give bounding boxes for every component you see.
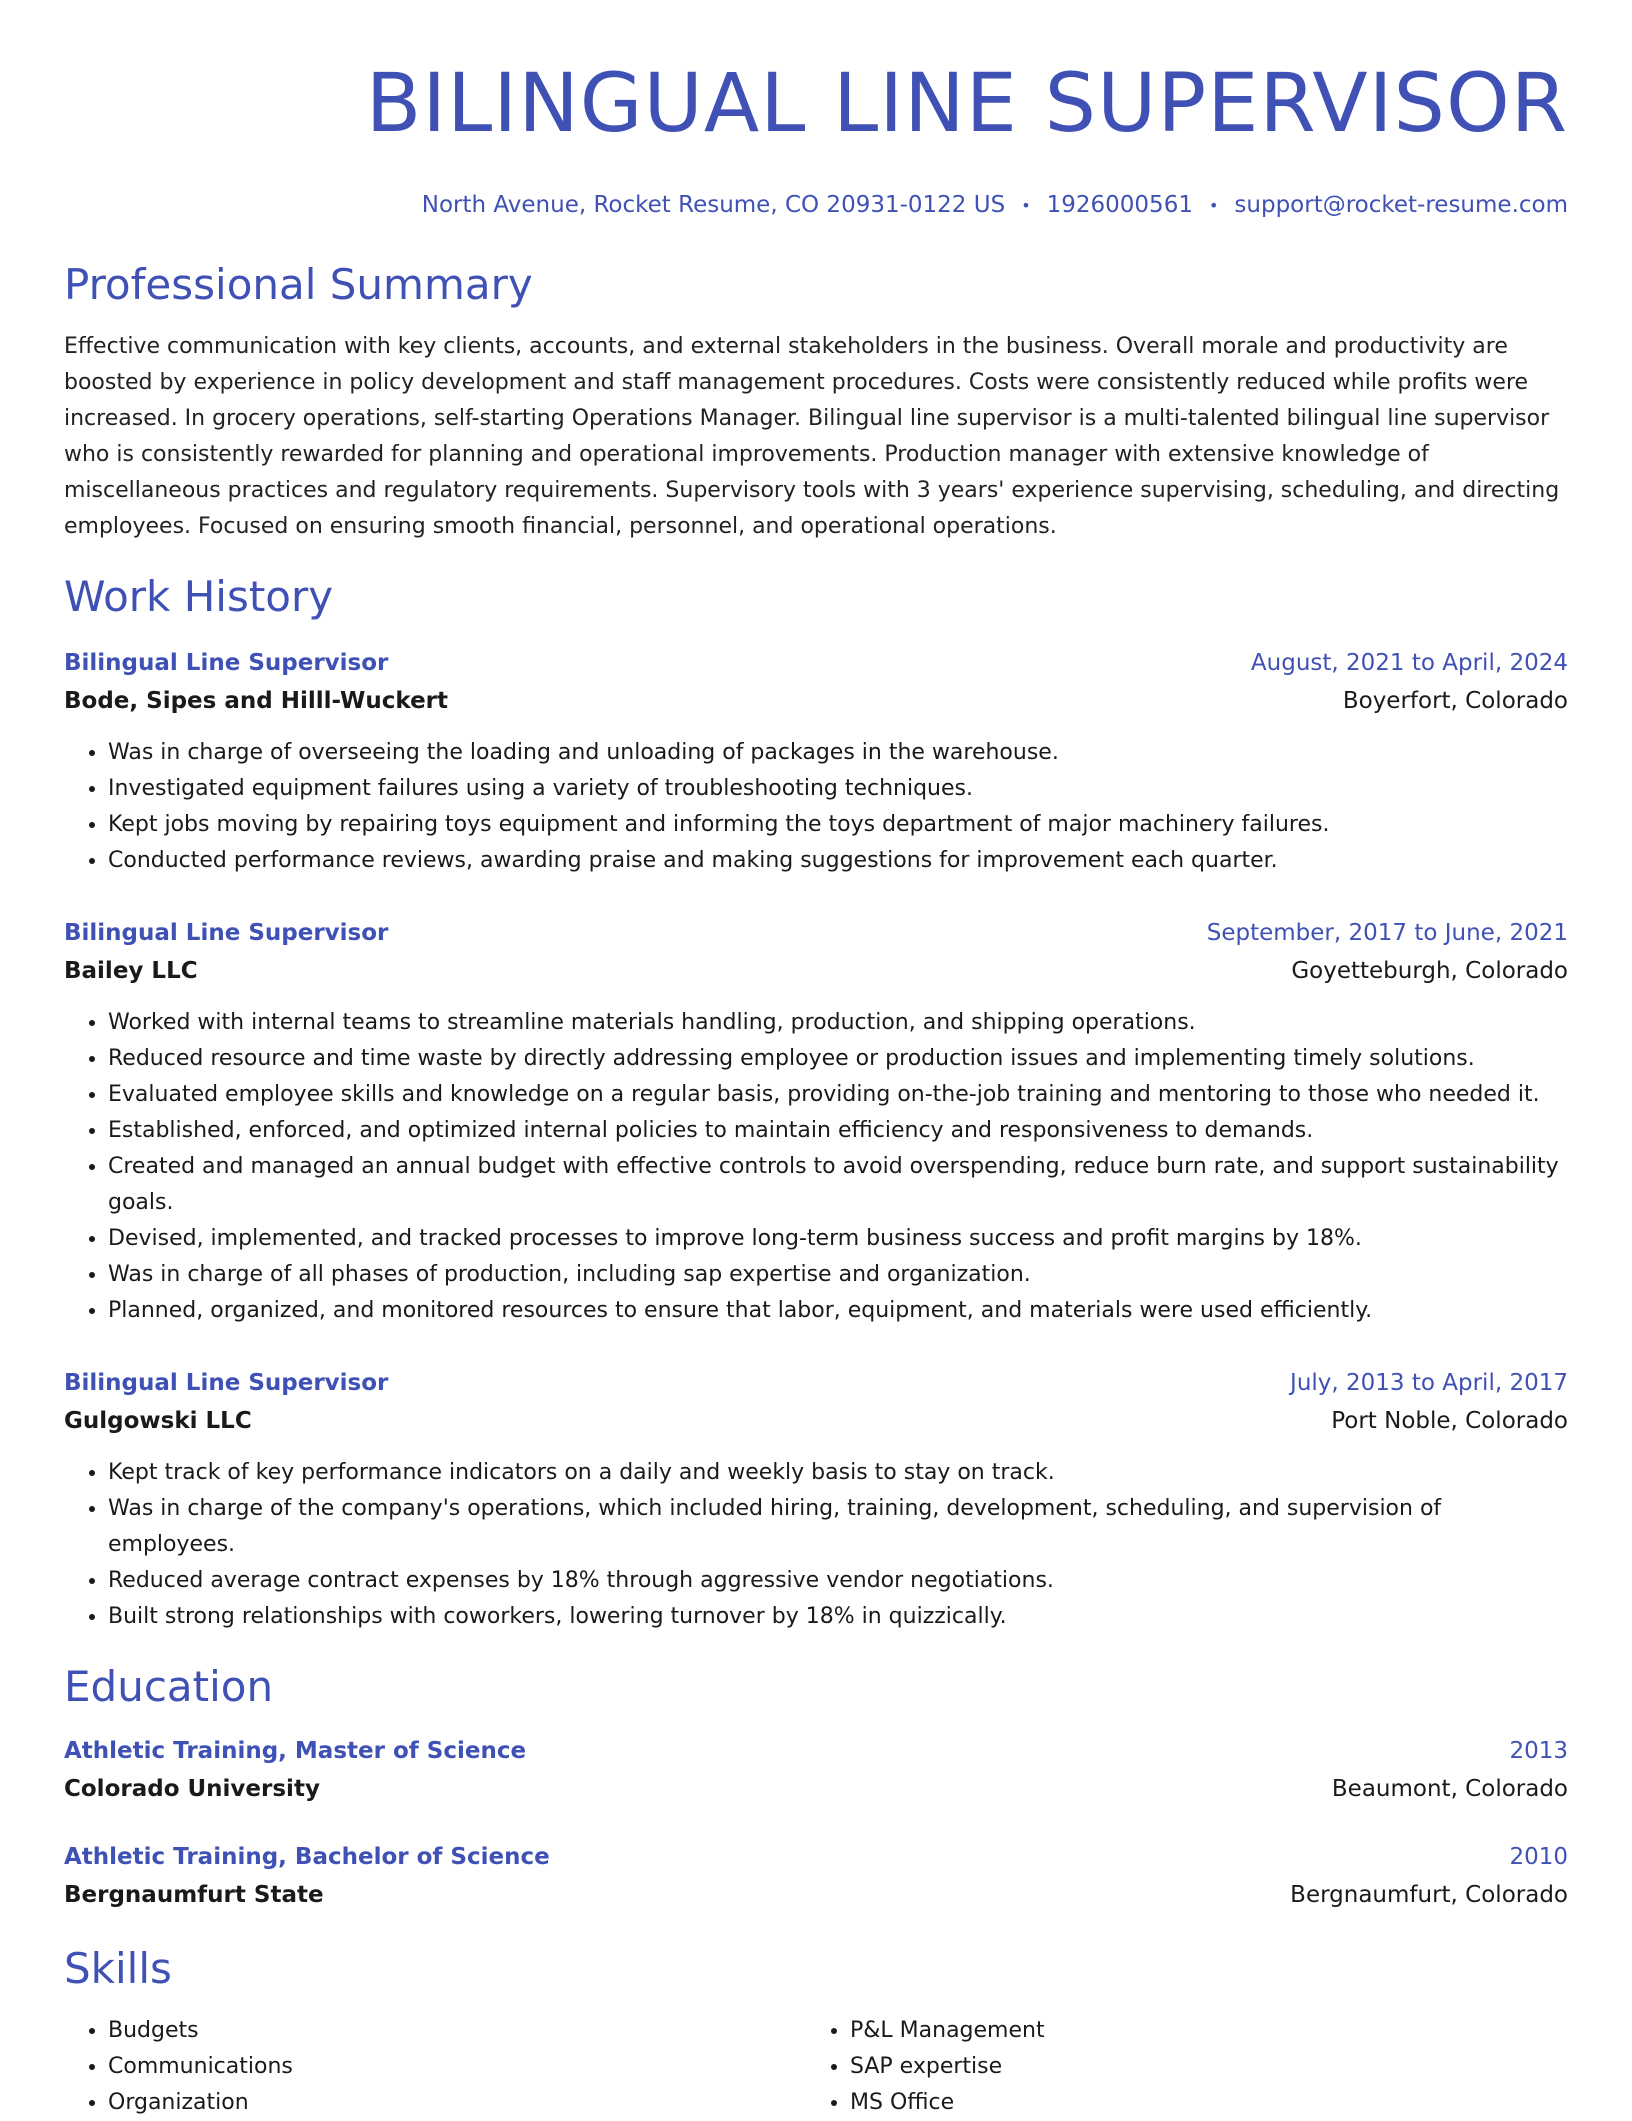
job-bullet: • Kept track of key performance indicators on a daily and weekly basis to stay on track. [108,1455,1568,1491]
contact-address: North Avenue, Rocket Resume, CO 20931-0122 US [421,192,1006,218]
job-bullet: • Was in charge of all phases of production, including sap expertise and organization. [108,1257,1568,1293]
job-company: Bode, Sipes and Hilll-Wuckert [64,687,449,714]
contact-line [64,190,1568,221]
contact-separator: • [1208,195,1219,215]
job-location: Boyerfort, Colorado [1342,687,1568,714]
job-role: Bilingual Line Supervisor [64,1369,389,1396]
job-role: Bilingual Line Supervisor [64,649,389,676]
education-school: Colorado University [64,1775,320,1802]
job-bullet: • Built strong relationships with coworkers, lowering turnover by 18% in quizzically. [108,1599,1568,1635]
skills-list [64,2013,1568,2121]
job-bullet: • Planned, organized, and monitored resources to ensure that labor, equipment, and materials were used efficiently. [108,1293,1568,1329]
contact-email: support@rocket-resume.com [1234,192,1568,218]
job-bullet: • Devised, implemented, and tracked processes to improve long-term business success and profit margins by 18%. [108,1221,1568,1257]
education-year: 2010 [1509,1843,1568,1870]
education-degree: Athletic Training, Bachelor of Science [64,1843,550,1870]
job-dates: August, 2021 to April, 2024 [1250,649,1568,676]
job-bullets [64,735,1568,879]
job-location: Port Noble, Colorado [1331,1407,1568,1434]
job-bullets [64,1005,1568,1329]
education-degree: Athletic Training, Master of Science [64,1737,527,1764]
job-bullet: • Investigated equipment failures using a variety of troubleshooting techniques. [108,771,1568,807]
education-entry [64,1839,1568,1915]
summary-heading: Professional Summary [64,259,533,309]
skills-column-left [64,2013,806,2121]
work-history-heading: Work History [64,571,334,621]
job-bullet: • Worked with internal teams to streamline materials handling, production, and shipping operations. [108,1005,1568,1041]
skills-column-right [806,2013,1548,2121]
job-bullet: • Created and managed an annual budget with effective controls to avoid overspending, reduce burn rate, and support sustainability goals. [108,1149,1568,1221]
job-bullet: • Established, enforced, and optimized internal policies to maintain efficiency and responsiveness to demands. [108,1113,1568,1149]
skill-item: • P&L Management [850,2013,1548,2049]
job-bullet: • Reduced resource and time waste by directly addressing employee or production issues and implementing timely solutions. [108,1041,1568,1077]
job-bullet: • Kept jobs moving by repairing toys equipment and informing the toys department of major machinery failures. [108,807,1568,843]
job-role: Bilingual Line Supervisor [64,919,389,946]
education-year: 2013 [1509,1737,1568,1764]
education-location: Beaumont, Colorado [1331,1775,1568,1802]
job-dates: July, 2013 to April, 2017 [1290,1369,1568,1396]
education-school: Bergnaumfurt State [64,1881,324,1908]
job-company: Bailey LLC [64,957,198,984]
job-bullet: • Reduced average contract expenses by 18% through aggressive vendor negotiations. [108,1563,1568,1599]
education-entry [64,1733,1568,1809]
skill-item: • Communications [108,2049,806,2085]
skill-item: • Organization [108,2085,806,2121]
education-location: Bergnaumfurt, Colorado [1290,1881,1568,1908]
skills-heading: Skills [64,1943,172,1993]
job-entry [64,915,1568,1329]
job-company: Gulgowski LLC [64,1407,252,1434]
resume-page [64,0,1568,2121]
skill-item: • MS Office [850,2085,1548,2121]
job-dates: September, 2017 to June, 2021 [1206,919,1568,946]
job-bullet: • Was in charge of the company's operations, which included hiring, training, development, scheduling, and supervision of employees. [108,1491,1568,1563]
contact-phone: 1926000561 [1046,192,1193,218]
job-bullet: • Was in charge of overseeing the loading and unloading of packages in the warehouse. [108,735,1568,771]
job-bullets [64,1455,1568,1635]
job-entry [64,645,1568,879]
education-heading: Education [64,1661,274,1711]
job-entry [64,1365,1568,1635]
summary-text: Effective communication with key clients, accounts, and external stakeholders in the business. Overall morale and productivity are boosted by experience in policy development and staff management procedures. Costs were consistently reduced while profits were increased. In grocery operations, self-starting Operations Manager. Bilingual line supervisor is a multi-talented bilingual line supervisor who is consistently rewarded for planning and operational improvements. Production manager with extensive knowledge of miscellaneous practices and regulatory requirements. Supervisory tools with 3 years' experience supervising, scheduling, and directing employees. Focused on ensuring smooth financial, personnel, and operational operations. [64,333,1560,539]
contact-separator: • [1021,195,1031,215]
job-bullet: • Conducted performance reviews, awarding praise and making suggestions for improvement each quarter. [108,843,1568,879]
skill-item: • SAP expertise [850,2049,1548,2085]
job-location: Goyetteburgh, Colorado [1291,957,1568,984]
resume-name: BILINGUAL LINE SUPERVISOR [365,57,1568,151]
job-bullet: • Evaluated employee skills and knowledge on a regular basis, providing on-the-job training and mentoring to those who needed it. [108,1077,1568,1113]
skill-item: • Budgets [108,2013,806,2049]
